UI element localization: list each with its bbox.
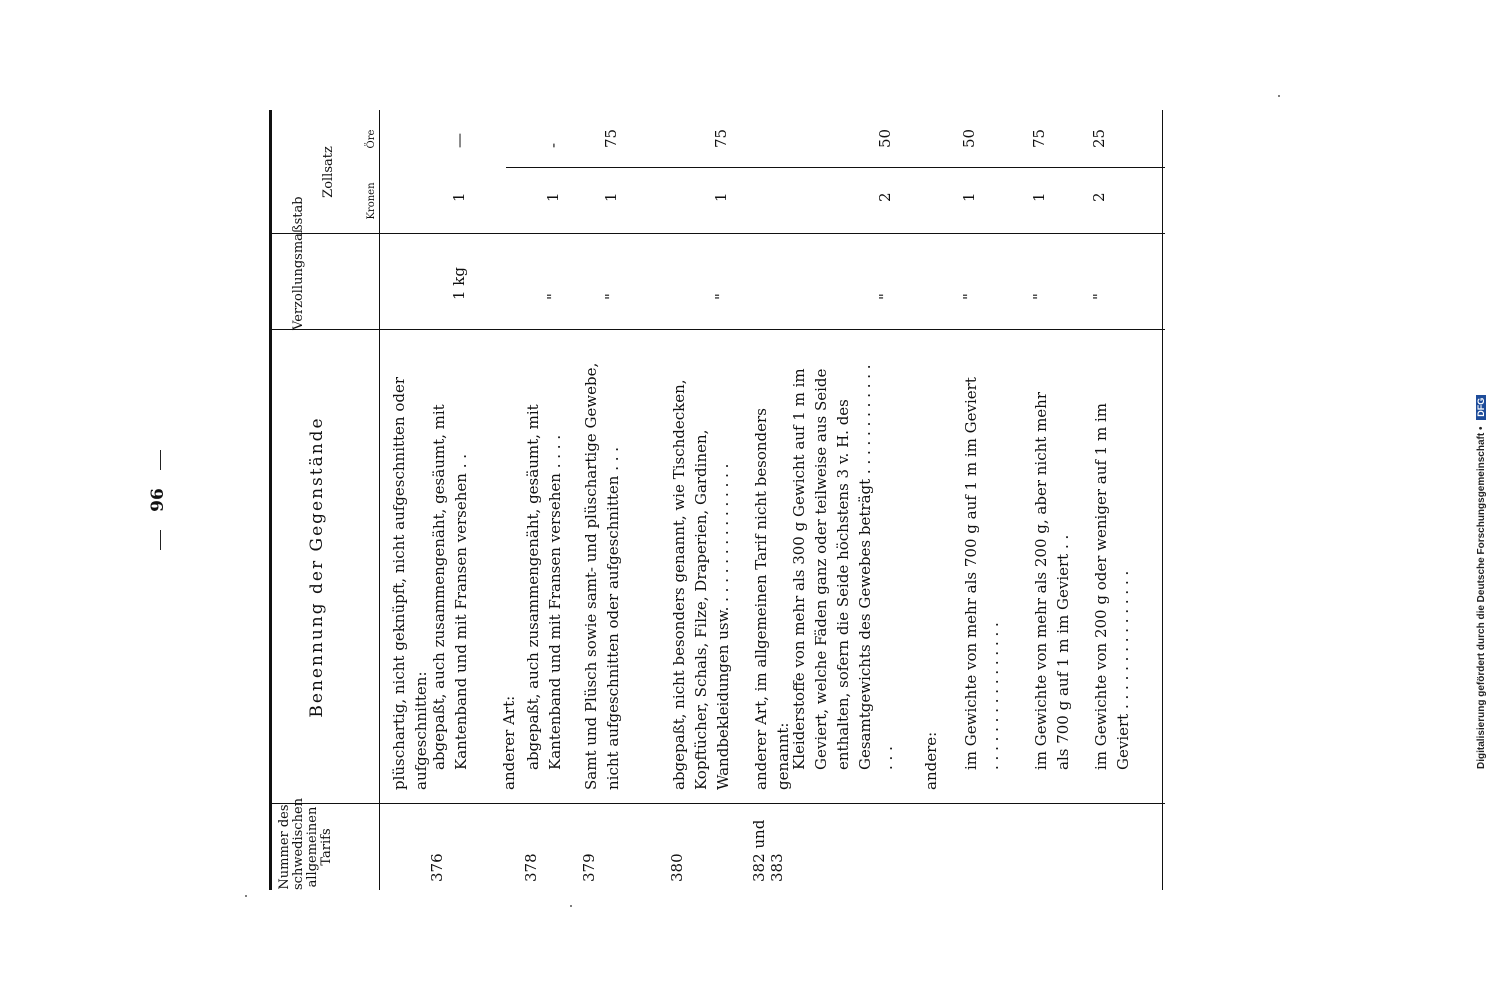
row-description: andere:	[922, 731, 940, 790]
scan-speck	[245, 895, 247, 897]
row-measure: "	[876, 293, 894, 300]
row-description: Samt und Plüsch sowie samt- und plüschartige Gewebe, nicht aufgeschnitten oder aufgeschnitten . . .	[582, 362, 622, 790]
row-tariff-number: 378	[522, 853, 540, 882]
row-tariff-number: 382 und 383	[750, 819, 786, 882]
row-measure: "	[1090, 293, 1108, 300]
row-description: abgepaßt, auch zusammengenäht, gesäumt, mit Kantenband und mit Fransen versehen . . . .	[524, 404, 564, 770]
row-kronen: 1	[1030, 192, 1048, 202]
col-rule-benennung	[270, 329, 1165, 330]
row-oere: 75	[712, 128, 730, 148]
header-verzollungsmassstab: Verzollungsmaßstab	[291, 196, 306, 330]
row-kronen: 1	[712, 192, 730, 202]
col-rule-mass	[270, 233, 1165, 234]
scan-speck	[570, 905, 572, 907]
header-nummer: Nummer des schwedischen allgemeinen Tarifs	[277, 797, 334, 890]
row-oere: 50	[876, 128, 894, 148]
scan-speck	[1278, 95, 1280, 97]
row-kronen: 1	[450, 192, 468, 202]
row-tariff-number: 380	[668, 853, 686, 882]
row-measure: "	[602, 293, 620, 300]
row-description: abgepaßt, auch zusammengenäht, gesäumt, mit Kantenband und mit Fransen versehen . .	[430, 404, 470, 770]
row-description: anderer Art:	[500, 695, 518, 790]
row-kronen: 2	[1090, 192, 1108, 202]
row-oere: —	[450, 133, 468, 148]
row-description: im Gewichte von 200 g oder weniger auf 1 m im Geviert . . . . . . . . . . . . . . .	[1092, 402, 1132, 770]
row-measure: "	[712, 293, 730, 300]
row-description: anderer Art, im allgemeinen Tarif nicht besonders genannt:	[752, 408, 792, 790]
row-measure: 1 kg	[450, 266, 468, 300]
row-kronen: 1	[960, 192, 978, 202]
row-kronen: 2	[876, 192, 894, 202]
row-description: im Gewichte von mehr als 200 g, aber nicht mehr als 700 g auf 1 m im Geviert . .	[1032, 391, 1072, 770]
row-oere: 75	[602, 128, 620, 148]
row-oere: 50	[960, 128, 978, 148]
page-number-dash-bottom	[160, 530, 161, 550]
row-description: abgepaßt, nicht besonders genannt, wie Tischdecken, Kopftücher, Schals, Filze, Draperien, Gardinen, Wandbekleidungen usw. . . . . . . . . . . . . . . .	[670, 379, 732, 790]
row-description: im Gewichte von mehr als 700 g auf 1 m im Geviert . . . . . . . . . . . . . . . .	[962, 377, 1002, 770]
row-description: plüschartig, nicht geknüpft, nicht aufgeschnitten oder aufgeschnitten:	[390, 376, 430, 790]
col-rule-nr	[270, 803, 1165, 804]
row-oere: -	[544, 142, 562, 148]
header-oere: Öre	[366, 129, 377, 149]
row-kronen: 1	[544, 192, 562, 202]
row-tariff-number: 379	[580, 853, 598, 882]
dfg-logo: DFG	[1476, 395, 1486, 420]
row-measure: "	[544, 293, 562, 300]
header-zollsatz: Zollsatz	[321, 146, 336, 198]
table-rule-header	[379, 110, 380, 890]
header-kronen: Kronen	[366, 182, 377, 220]
header-benennung: Benennung der Gegenstände	[307, 416, 327, 718]
row-oere: 25	[1090, 128, 1108, 148]
row-kronen: 1	[602, 192, 620, 202]
dfg-footer-text: Digitalisierung gefördert durch die Deutsche Forschungsgemeinschaft •	[1476, 426, 1487, 769]
col-rule-kronen	[506, 167, 1165, 168]
dfg-footer	[1476, 209, 1494, 769]
table-rule-right	[1162, 110, 1163, 890]
tariff-table	[270, 110, 1165, 890]
row-measure: "	[960, 293, 978, 300]
page-number: 96	[148, 488, 168, 512]
row-oere: 75	[1030, 128, 1048, 148]
row-description: Kleiderstoffe von mehr als 300 g Gewicht auf 1 m im Geviert, welche Fäden ganz oder teilweise aus Seide enthalten, sofern die Seide höchstens 3 v. H. des Gesamtgewichts des Gewebes beträgt . . . . . . . . . . . . . . .	[790, 364, 896, 770]
table-rule-left	[269, 110, 272, 890]
row-measure: "	[1030, 293, 1048, 300]
row-tariff-number: 376	[428, 853, 446, 882]
